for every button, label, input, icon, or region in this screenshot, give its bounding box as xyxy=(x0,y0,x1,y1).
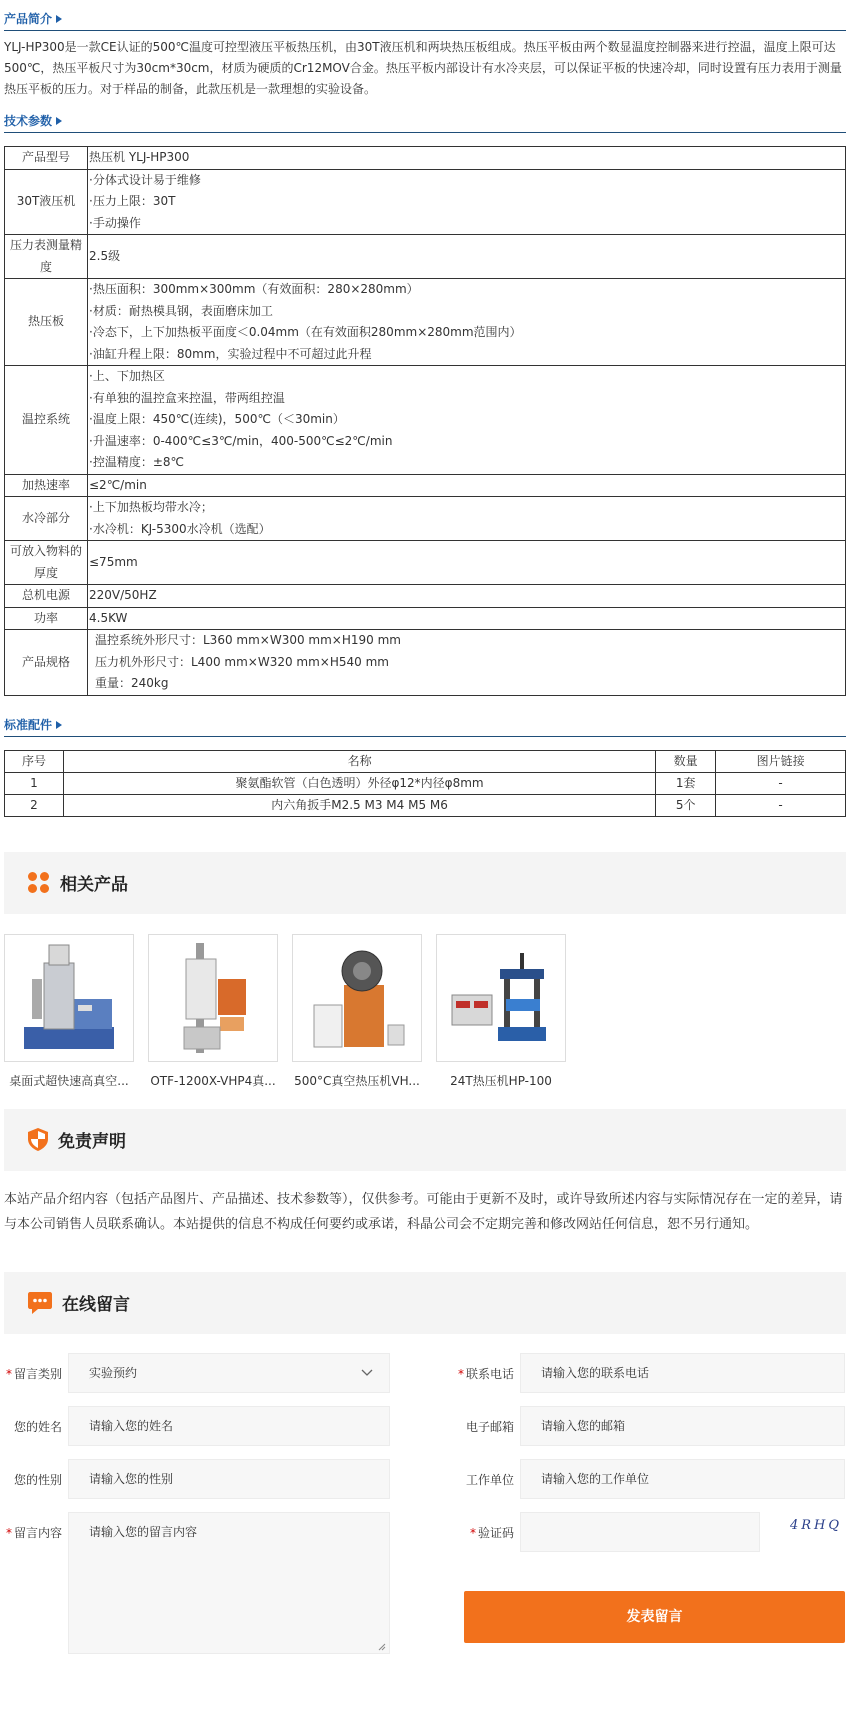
spec-value xyxy=(88,474,846,497)
spec-line: ·分体式设计易于维修 xyxy=(89,172,201,187)
spec-line: ·手动操作 xyxy=(89,215,141,230)
spec-key: 压力表测量精度 xyxy=(5,235,88,279)
spec-line: 4.5KW xyxy=(89,610,128,625)
name-input[interactable]: 请输入您的姓名 xyxy=(68,1406,390,1446)
spec-key: 30T液压机 xyxy=(5,169,88,235)
intro-text: YLJ-HP300是一款CE认证的500℃温度可控型液压平板热压机，由30T液压机和两块热压板组成。热压平板由两个数显温度控制器来进行控温，温度上限可达500℃，热压平板尺寸为30cm*30cm，材质为硬质的Cr12MOV合金。热压平板内部设计有水冷夹层，可以保证平板的快速冷却，同时设置有压力表用于测量热压平板的压力。对于样品的制备，此款压机是一款理想的实验设备。 xyxy=(4,40,842,96)
spec-key: 温控系统 xyxy=(5,366,88,475)
specs-table xyxy=(4,146,846,696)
spec-row xyxy=(5,366,846,475)
spec-line: ·控温精度：±8℃ xyxy=(89,455,184,469)
phone-input[interactable]: 请输入您的联系电话 xyxy=(520,1353,845,1393)
name-label: 您的姓名 xyxy=(13,1419,62,1434)
spec-key: 加热速率 xyxy=(5,474,88,497)
spec-row xyxy=(5,474,846,497)
spec-line: ·油缸升程上限：80mm，实验过程中不可超过此升程 xyxy=(89,346,372,361)
company-input[interactable]: 请输入您的工作单位 xyxy=(520,1459,845,1499)
vacuum-chamber-image xyxy=(14,939,124,1057)
parts-header-row xyxy=(5,750,846,772)
chat-icon xyxy=(28,1292,52,1314)
spec-value xyxy=(88,497,846,541)
product-image[interactable] xyxy=(148,934,278,1062)
spec-key: 产品型号 xyxy=(5,147,88,170)
parts-header-cell: 序号 xyxy=(5,750,64,772)
spec-row xyxy=(5,541,846,585)
spec-row xyxy=(5,279,846,366)
parts-row xyxy=(5,772,846,794)
spec-value xyxy=(88,607,846,630)
product-image[interactable] xyxy=(4,934,134,1062)
spec-line: ·上、下加热区 xyxy=(89,369,165,383)
spec-line: ·温度上限：450℃(连续)，500℃（＜30min） xyxy=(89,412,345,426)
related-list xyxy=(4,934,846,1089)
disclaimer-text: 本站产品介绍内容（包括产品图片、产品描述、技术参数等），仅供参考。可能由于更新不及时，或许导致所述内容与实际情况存在一定的差异，请与本公司销售人员联系确认。本站提供的信息不构成任何要约或承诺，科晶公司会不定期完善和修改网站任何信息，恕不另行通知。 xyxy=(4,1191,843,1232)
parts-cell: - xyxy=(716,794,846,816)
spec-value xyxy=(88,147,846,170)
email-label: 电子邮箱 xyxy=(465,1419,514,1434)
email-input[interactable]: 请输入您的邮箱 xyxy=(520,1406,845,1446)
spec-value xyxy=(88,585,846,608)
spec-value xyxy=(88,235,846,279)
chevron-down-icon xyxy=(361,1369,373,1377)
parts-header-cell: 名称 xyxy=(63,750,655,772)
product-image[interactable] xyxy=(436,934,566,1062)
related-item[interactable] xyxy=(436,934,566,1089)
spec-line: 温控系统外形尺寸：L360 mm×W300 mm×H190 mm xyxy=(95,633,401,647)
product-image[interactable] xyxy=(292,934,422,1062)
grid-icon xyxy=(28,872,50,894)
spec-line: ·压力上限：30T xyxy=(89,194,176,208)
parts-cell: 2 xyxy=(5,794,64,816)
spec-key: 热压板 xyxy=(5,279,88,366)
parts-table xyxy=(4,750,846,817)
gender-label: 您的性别 xyxy=(13,1472,62,1487)
spec-value xyxy=(88,541,846,585)
parts-row xyxy=(5,794,846,816)
parts-header-cell: 图片链接 xyxy=(716,750,846,772)
product-name[interactable]: 桌面式超快速高真空... xyxy=(9,1073,129,1088)
tube-furnace-image xyxy=(158,939,268,1057)
spec-key: 水冷部分 xyxy=(5,497,88,541)
spec-line: 压力机外形尺寸：L400 mm×W320 mm×H540 mm xyxy=(95,654,389,669)
captcha-input[interactable] xyxy=(520,1512,760,1552)
spec-line: ≤75mm xyxy=(89,554,138,569)
spec-line: 220V/50HZ xyxy=(89,588,157,602)
spec-line: ·热压面积：300mm×300mm（有效面积：280×280mm） xyxy=(89,282,419,296)
specs-heading: 技术参数 xyxy=(4,110,846,133)
spec-line: 2.5级 xyxy=(89,248,121,263)
parts-cell: 1套 xyxy=(656,772,716,794)
spec-line: ·上下加热板均带水冷； xyxy=(89,500,213,514)
spec-row xyxy=(5,585,846,608)
spec-value xyxy=(88,630,846,696)
triangle-right-icon xyxy=(56,721,62,729)
triangle-right-icon xyxy=(56,15,62,23)
parts-cell: 内六角扳手M2.5 M3 M4 M5 M6 xyxy=(63,794,655,816)
spec-key: 产品规格 xyxy=(5,630,88,696)
related-bar xyxy=(4,852,846,914)
product-name[interactable]: 24T热压机HP-100 xyxy=(450,1073,552,1088)
parts-cell: 5个 xyxy=(656,794,716,816)
related-title: 相关产品 xyxy=(60,875,128,895)
submit-button[interactable]: 发表留言 xyxy=(464,1591,845,1643)
triangle-right-icon xyxy=(56,117,62,125)
product-name[interactable]: 500°C真空热压机VH... xyxy=(294,1073,420,1088)
spec-line: ·水冷机：KJ-5300水冷机（选配） xyxy=(89,521,271,536)
captcha-image[interactable]: 4RHQ xyxy=(790,1517,843,1533)
disclaimer-bar xyxy=(4,1109,846,1171)
spec-row xyxy=(5,235,846,279)
category-label: * 留言类别 xyxy=(5,1366,62,1381)
related-item[interactable] xyxy=(4,934,134,1089)
spec-line: 热压机 YLJ-HP300 xyxy=(89,150,190,164)
message-title: 在线留言 xyxy=(62,1295,130,1315)
message-form xyxy=(0,1334,850,1664)
parts-cell: 1 xyxy=(5,772,64,794)
content-textarea[interactable]: 请输入您的留言内容 xyxy=(68,1512,390,1654)
spec-row xyxy=(5,630,846,696)
disclaimer-title: 免责声明 xyxy=(58,1132,126,1152)
product-name[interactable]: OTF-1200X-VHP4真... xyxy=(150,1073,276,1088)
resize-handle-icon[interactable] xyxy=(378,1643,386,1651)
message-bar xyxy=(4,1272,846,1334)
captcha-label: * 验证码 xyxy=(469,1525,514,1540)
company-label: 工作单位 xyxy=(465,1472,514,1487)
intro-heading: 产品简介 xyxy=(4,8,846,31)
spec-value xyxy=(88,366,846,475)
spec-row xyxy=(5,607,846,630)
spec-key: 总机电源 xyxy=(5,585,88,608)
phone-label: * 联系电话 xyxy=(457,1366,514,1381)
spec-value xyxy=(88,279,846,366)
spec-key: 可放入物料的厚度 xyxy=(5,541,88,585)
spec-key: 功率 xyxy=(5,607,88,630)
spec-line: ·冷态下，上下加热板平面度＜0.04mm（在有效面积280mm×280mm范围内） xyxy=(89,325,522,339)
parts-heading: 标准配件 xyxy=(4,714,846,737)
spec-line: ·升温速率：0-400℃≤3℃/min，400-500℃≤2℃/min xyxy=(89,433,393,448)
hot-press-image xyxy=(446,939,556,1057)
spec-value xyxy=(88,169,846,235)
spec-line: 重量：240kg xyxy=(95,676,169,690)
parts-header-cell: 数量 xyxy=(656,750,716,772)
parts-cell: - xyxy=(716,772,846,794)
shield-icon xyxy=(28,1128,48,1151)
vacuum-press-image xyxy=(302,939,412,1057)
spec-line: ≤2℃/min xyxy=(89,477,147,492)
category-select[interactable]: 实验预约 xyxy=(68,1353,390,1393)
spec-row xyxy=(5,169,846,235)
gender-input[interactable]: 请输入您的性别 xyxy=(68,1459,390,1499)
spec-line: ·材质：耐热模具钢，表面磨床加工 xyxy=(89,303,273,318)
spec-row xyxy=(5,497,846,541)
related-item[interactable] xyxy=(292,934,422,1089)
spec-line: ·有单独的温控盒来控温，带两组控温 xyxy=(89,390,285,405)
parts-cell: 聚氨酯软管（白色透明）外径φ12*内径φ8mm xyxy=(63,772,655,794)
content-label: * 留言内容 xyxy=(5,1525,62,1540)
related-item[interactable] xyxy=(148,934,278,1089)
spec-row xyxy=(5,147,846,170)
